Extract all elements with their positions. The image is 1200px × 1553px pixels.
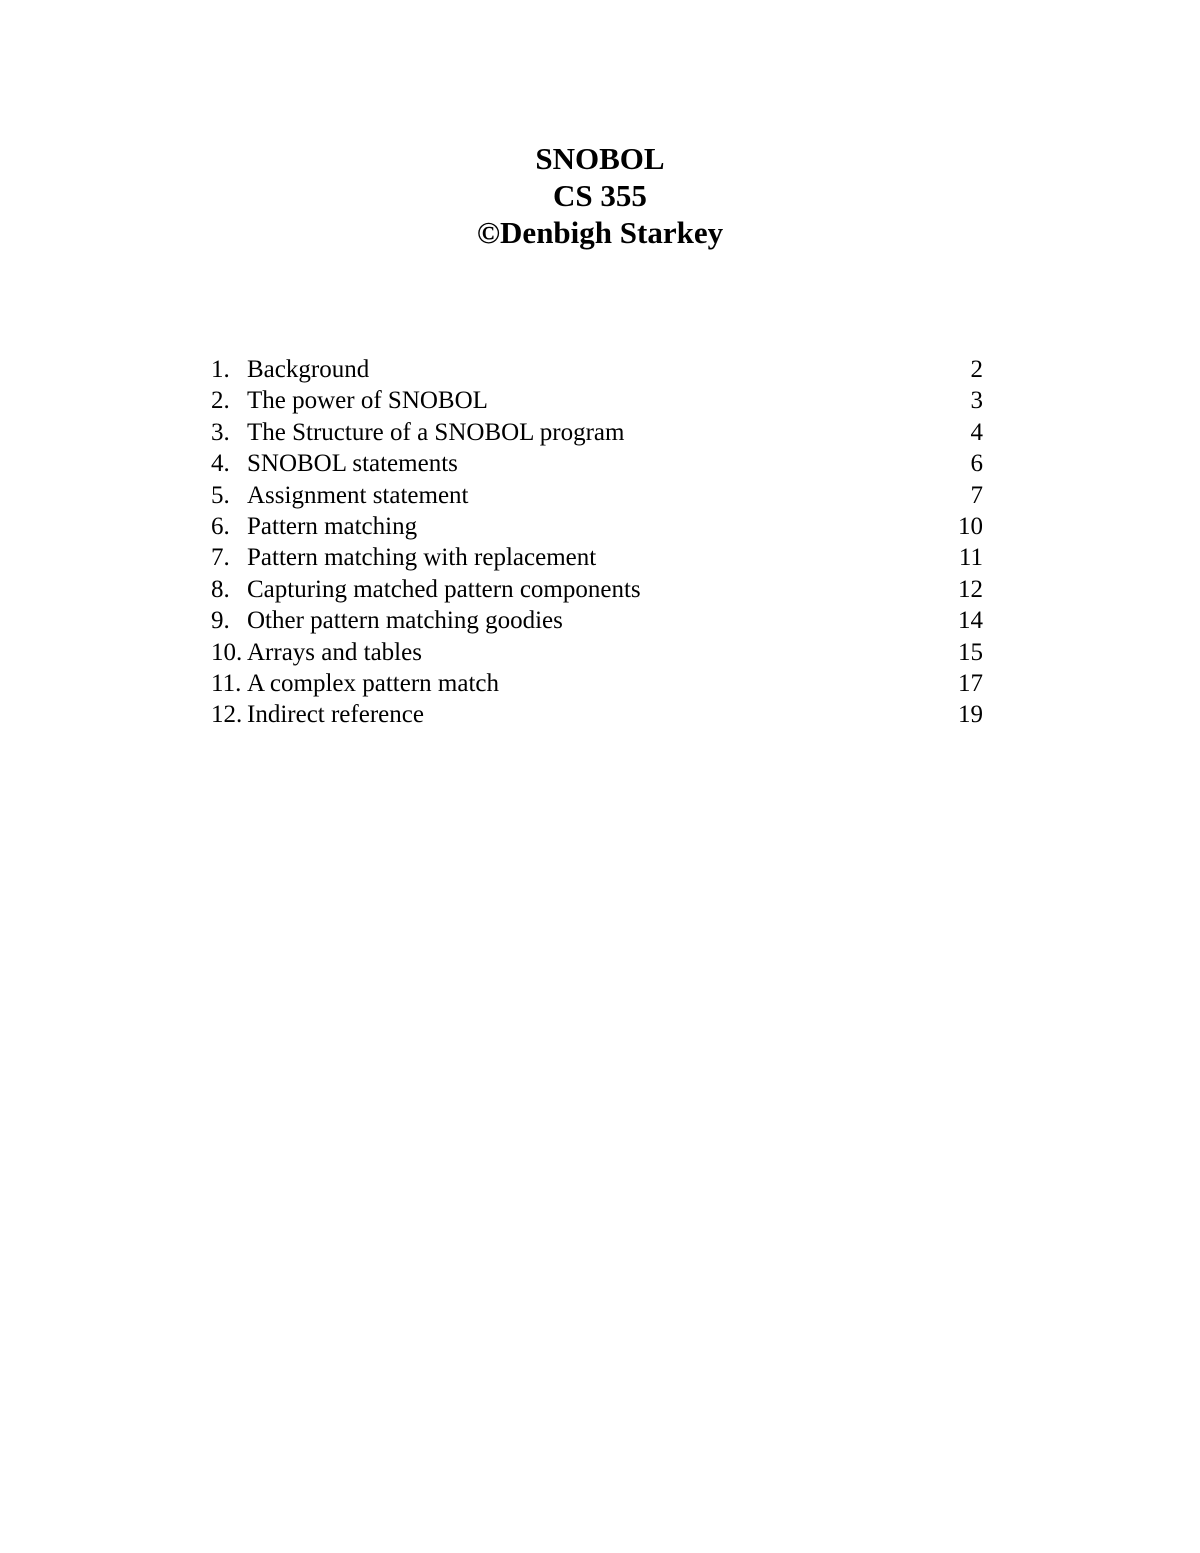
- toc-entry: [211, 385, 983, 416]
- toc-entry-title: Pattern matching: [247, 512, 418, 540]
- toc-entry-number: 5.: [211, 481, 230, 509]
- toc-entry-title: Background: [247, 356, 370, 383]
- title-block: [0, 140, 1200, 251]
- toc-entry-page: 4: [970, 418, 983, 446]
- toc-entry-title: Indirect reference: [247, 701, 424, 729]
- toc-entry: [211, 542, 983, 573]
- toc-entry-title: The power of SNOBOL: [247, 387, 488, 415]
- toc-entry-page: 10: [958, 512, 983, 540]
- toc-entry-page: 3: [970, 387, 983, 415]
- toc-entry-number: 9.: [211, 607, 230, 635]
- toc-entry: [211, 637, 983, 668]
- toc-entry-title: Pattern matching with replacement: [247, 544, 597, 572]
- table-of-contents: [211, 354, 983, 731]
- toc-entry-title: Capturing matched pattern components: [247, 575, 641, 603]
- toc-entry: [211, 448, 983, 479]
- toc-entry-page: 11: [958, 544, 983, 572]
- toc-entry-number: 6.: [211, 512, 230, 540]
- toc-entry-number: 10.: [211, 638, 243, 666]
- toc-entry: [211, 480, 983, 511]
- toc-entry-page: 19: [958, 701, 983, 729]
- toc-entry-page: 17: [958, 669, 983, 697]
- toc-entry-page: 2: [970, 356, 983, 383]
- toc-entry: [211, 417, 983, 448]
- toc-entry-title: Other pattern matching goodies: [247, 607, 563, 635]
- toc-entry-page: 6: [970, 450, 983, 478]
- toc-entry: [211, 668, 983, 699]
- toc-entry: [211, 699, 983, 730]
- toc-entry-number: 11.: [211, 669, 242, 697]
- toc-entry-number: 8.: [211, 575, 230, 603]
- toc-entry-number: 7.: [211, 544, 230, 572]
- course-code: CS 355: [553, 178, 647, 213]
- toc-entry-title: SNOBOL statements: [247, 450, 458, 478]
- document-title: SNOBOL: [535, 141, 665, 176]
- toc-entry: [211, 605, 983, 636]
- toc-entry-number: 3.: [211, 418, 230, 446]
- toc-entry-title: The Structure of a SNOBOL program: [247, 418, 625, 446]
- toc-entry: [211, 354, 983, 385]
- toc-entry: [211, 574, 983, 605]
- toc-entry-title: Arrays and tables: [247, 638, 422, 666]
- toc-entry-page: 15: [958, 638, 983, 666]
- toc-entry-number: 2.: [211, 387, 230, 415]
- copyright-author: ©Denbigh Starkey: [476, 215, 724, 250]
- toc-entry-page: 12: [958, 575, 983, 603]
- toc-entry-number: 12.: [211, 701, 243, 729]
- toc-entry-title: A complex pattern match: [247, 669, 500, 697]
- toc-entry: [211, 511, 983, 542]
- toc-entry-number: 4.: [211, 450, 230, 478]
- toc-entry-title: Assignment statement: [247, 481, 469, 509]
- toc-entry-page: 7: [970, 481, 983, 509]
- toc-entry-number: 1.: [211, 356, 230, 383]
- toc-entry-page: 14: [958, 607, 983, 635]
